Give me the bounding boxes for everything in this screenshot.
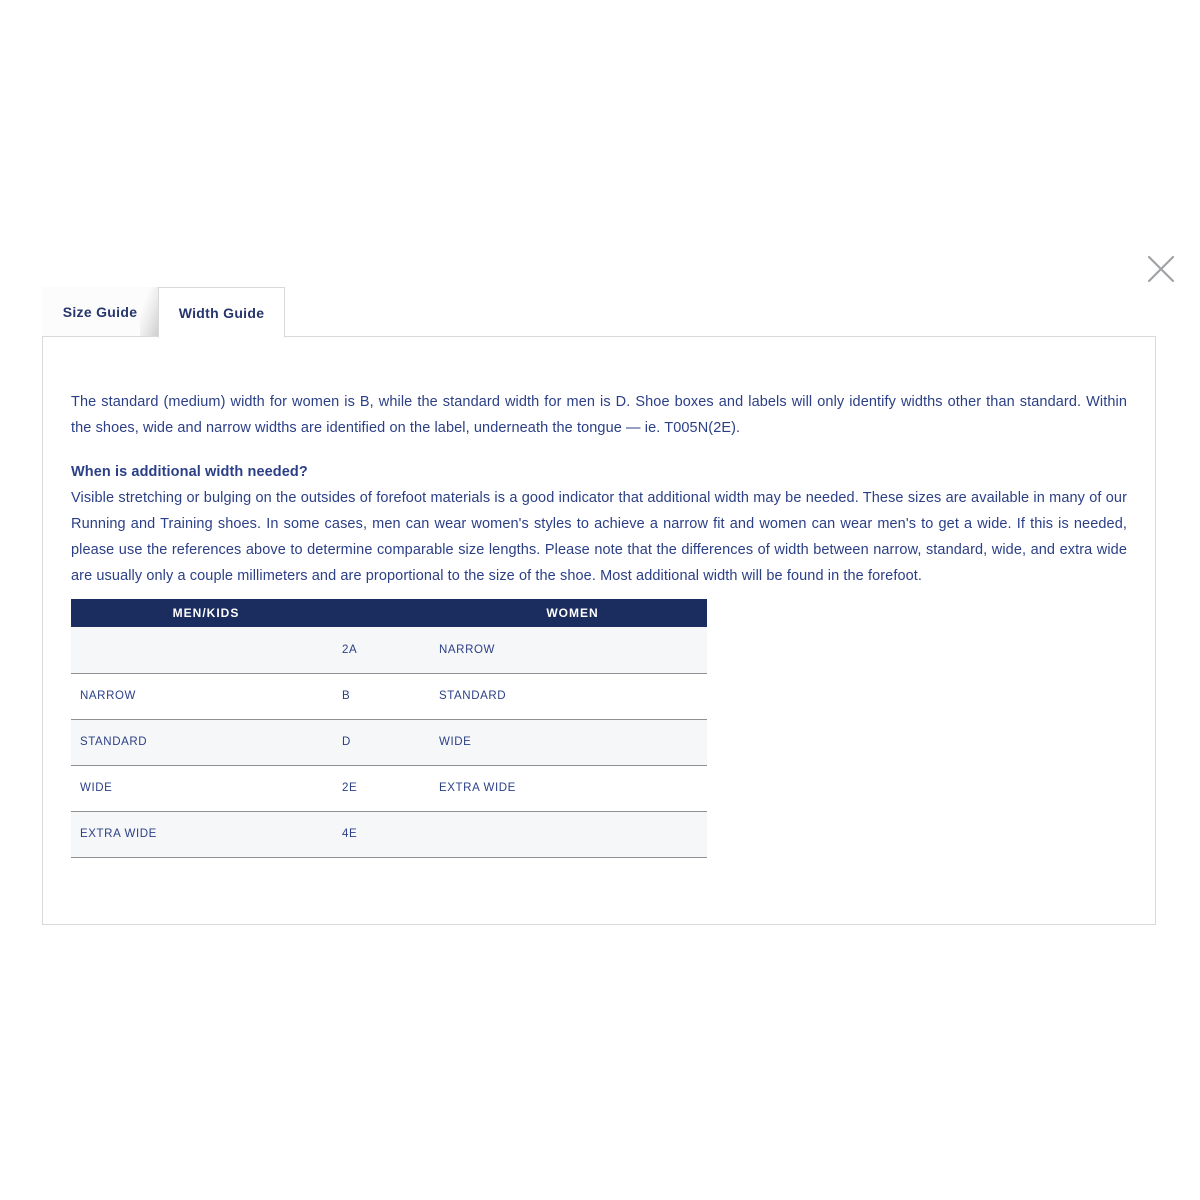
cell-men: EXTRA WIDE — [71, 811, 341, 857]
header-women: WOMEN — [438, 599, 707, 627]
cell-men: WIDE — [71, 765, 341, 811]
table-row — [71, 627, 707, 673]
close-button[interactable] — [1144, 252, 1178, 286]
guide-tab-bar — [42, 287, 285, 338]
header-code — [341, 599, 438, 627]
cell-women: STANDARD — [438, 673, 707, 719]
body-paragraph: Visible stretching or bulging on the outsides of forefoot materials is a good indicator that additional width may be needed. These sizes are available in many of our Running and Training shoes. In some cases, men can wear women's styles to achieve a narrow fit and women can wear men's to get a wide. If this is needed, please use the references above to determine comparable size lengths. Please note that the differences of width between narrow, standard, wide, and extra wide are usually only a couple millimeters and are proportional to the size of the shoe. Most additional width will be found in the forefoot. — [71, 490, 1127, 584]
tab-width-guide[interactable] — [158, 287, 285, 338]
cell-men: STANDARD — [71, 719, 341, 765]
table-row — [71, 673, 707, 719]
close-icon — [1146, 254, 1176, 284]
cell-men: NARROW — [71, 673, 341, 719]
cell-code: 2E — [341, 765, 438, 811]
cell-women: EXTRA WIDE — [438, 765, 707, 811]
table-row — [71, 765, 707, 811]
header-men-kids: MEN/KIDS — [71, 599, 341, 627]
cell-men — [71, 627, 341, 673]
tab-width-guide-label: Width Guide — [178, 304, 265, 321]
cell-women: WIDE — [438, 719, 707, 765]
cell-code: 4E — [341, 811, 438, 857]
table-header-row — [71, 599, 707, 627]
cell-code: 2A — [341, 627, 438, 673]
tab-size-guide[interactable] — [42, 287, 158, 336]
table-row — [71, 719, 707, 765]
cell-code: B — [341, 673, 438, 719]
width-comparison-table — [71, 599, 707, 858]
cell-women: NARROW — [438, 627, 707, 673]
tab-size-guide-label: Size Guide — [62, 303, 138, 320]
section-heading: When is additional width needed? — [71, 464, 308, 480]
intro-paragraph: The standard (medium) width for women is B, while the standard width for men is D. Shoe boxes and labels will only identify widths other than standard. Within the shoes, wide and narrow widths are identified on the label, underneath the tongue — ie. T005N(2E). — [71, 394, 1127, 436]
table-row — [71, 811, 707, 857]
width-guide-panel — [42, 336, 1156, 925]
cell-code: D — [341, 719, 438, 765]
cell-women — [438, 811, 707, 857]
